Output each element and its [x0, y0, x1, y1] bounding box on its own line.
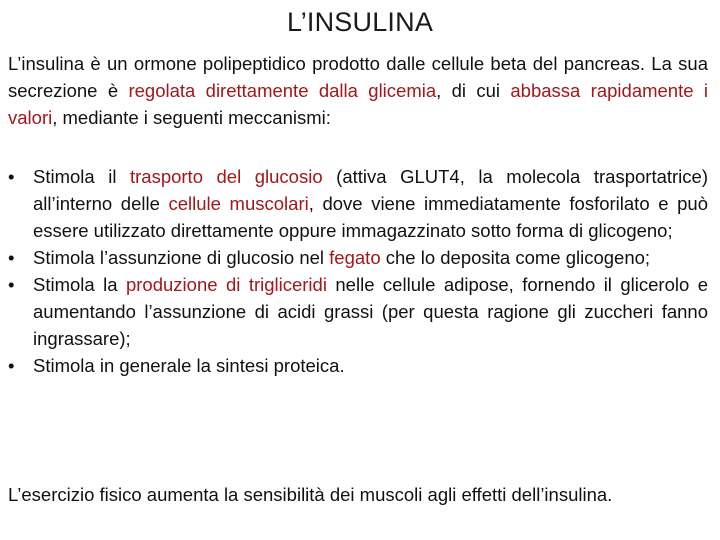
- mechanism-list: [8, 163, 708, 379]
- bullet-text: che lo deposita come glicogeno;: [380, 247, 651, 268]
- bullet-marker: •: [8, 355, 15, 376]
- bullet-text: (attiva GLUT4, la molecola trasportatrice) all’interno delle: [33, 166, 708, 214]
- bullet-highlight: fegato: [329, 247, 381, 268]
- closing-paragraph: L’esercizio fisico aumenta la sensibilità dei muscoli agli effetti dell’insulina.: [8, 484, 613, 505]
- slide-title: L’INSULINA: [286, 7, 434, 37]
- intro-paragraph: [8, 50, 708, 131]
- bullet-highlight: cellule muscolari: [168, 193, 309, 214]
- list-item-liver: [8, 244, 708, 271]
- bullet-marker: •: [8, 247, 15, 268]
- bullet-highlight: trasporto del glucosio: [129, 166, 323, 187]
- intro-highlight-regulation: regolata direttamente dalla glicemia: [128, 80, 437, 101]
- list-item-protein-synthesis: [8, 352, 708, 379]
- bullet-text: Stimola la: [33, 274, 126, 295]
- bullet-highlight: produzione di trigliceridi: [125, 274, 327, 295]
- intro-highlight-lowering: abbassa rapidamente i valori: [8, 80, 708, 128]
- bullet-text: Stimola il: [33, 166, 130, 187]
- list-item-triglycerides: [8, 271, 708, 352]
- bullet-text: , dove viene immediatamente fosforilato e può essere utilizzato direttamente oppure immagazzinato sotto forma di glicogeno;: [33, 193, 708, 241]
- intro-text-2: , di cui: [436, 80, 511, 101]
- bullet-text: nelle cellule adipose, fornendo il glicerolo e aumentando l’assunzione di acidi grassi (per questa ragione gli zuccheri fanno ingrassare);: [33, 274, 708, 349]
- intro-text-1: L’insulina è un ormone polipeptidico prodotto dalle cellule beta del pancreas. La sua secrezione è: [8, 53, 708, 101]
- bullet-text: Stimola in generale la sintesi proteica.: [33, 355, 345, 376]
- list-item-glucose-transport: [8, 163, 708, 244]
- bullet-marker: •: [8, 274, 15, 295]
- intro-text-3: , mediante i seguenti meccanismi:: [52, 107, 331, 128]
- bullet-marker: •: [8, 166, 15, 187]
- bullet-text: Stimola l’assunzione di glucosio nel: [33, 247, 330, 268]
